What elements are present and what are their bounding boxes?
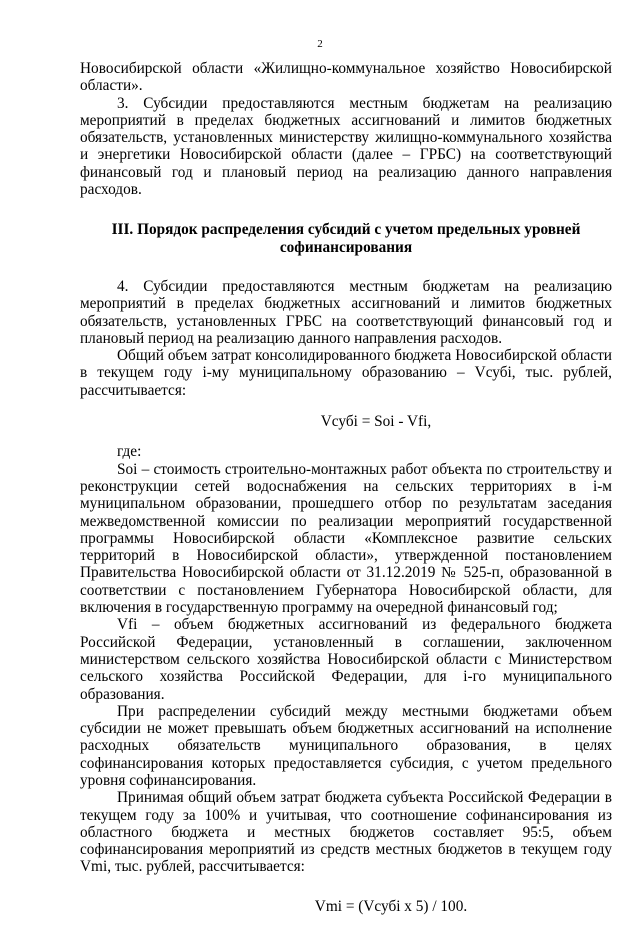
page-number: 2 [317, 38, 323, 50]
section-heading: III. Порядок распределения субсидий с учетом предельных уровней софинансирования [111, 221, 581, 256]
paragraph-continuation: Новосибирской области «Жилищно-коммунальное хозяйство Новосибирской области». [80, 60, 612, 95]
formula-subsidy: Vсубi = Soi - Vfi, [320, 413, 432, 431]
paragraph-where: где: [117, 443, 142, 461]
paragraph-soi-definition: Soi – стоимость строительно-монтажных работ объекта по строительству и реконструкции сетей водоснабжения на сельских территориях в i-м муниципальном образовании, прошедшего отбор по результатам заседания межведомственной комиссии по реализации мероприятий государственной программы Новосибирской области «Комплексное развитие сельских территорий в Новосибирской области», утвержденной постановлением Правительства Новосибирской области от 31.12.2019 № 525-п, образованной в соответствии с постановлением Губернатора Новосибирской области, для включения в государственную программу на очередной финансовый год; [80, 460, 612, 617]
paragraph-item-4: 4. Субсидии предоставляются местным бюджетам на реализацию мероприятий в пределах бюджетных ассигнований и лимитов бюджетных обязательств, установленных ГРБС на соответствующий финансовый год и плановый период на реализацию данного направления расходов. [80, 277, 612, 347]
paragraph-vfi-definition: Vfi – объем бюджетных ассигнований из федерального бюджета Российской Федерации, установленный в соглашении, заключенном министерством сельского хозяйства Новосибирской области с Министерством сельского хозяйства Российской Федерации, для i-го муниципального образования. [80, 616, 612, 703]
paragraph-total-volume: Общий объем затрат консолидированного бюджета Новосибирской области в текущем году i-му муниципальному образованию – Vсубi, тыс. рублей, рассчитывается: [80, 347, 612, 399]
paragraph-item-3: 3. Субсидии предоставляются местным бюджетам на реализацию мероприятий в пределах бюджетных ассигнований и лимитов бюджетных обязательств, установленных министерству жилищно-коммунального хозяйства и энергетики Новосибирской области (далее – ГРБС) на соответствующий финансовый год и плановый период на реализацию данного направления расходов. [80, 94, 612, 199]
paragraph-cofinancing: Принимая общий объем затрат бюджета субъекта Российской Федерации в текущем году за 100% и учитывая, что соотношение софинансирования из областного бюджета и местных бюджетов составляет 95:5, объем софинансирования мероприятий из средств местных бюджетов в текущем году Vmi, тыс. рублей, рассчитывается: [80, 789, 612, 876]
formula-local-budget: Vmi = (Vсубi x 5) / 100. [314, 897, 468, 915]
document-body [80, 60, 612, 928]
paragraph-distribution: При распределении субсидий между местными бюджетами объем субсидии не может превышать объем бюджетных ассигнований на исполнение расходных обязательств муниципального образования, в целях софинансирования которых предоставляется субсидия, с учетом предельного уровня софинансирования. [80, 702, 612, 789]
